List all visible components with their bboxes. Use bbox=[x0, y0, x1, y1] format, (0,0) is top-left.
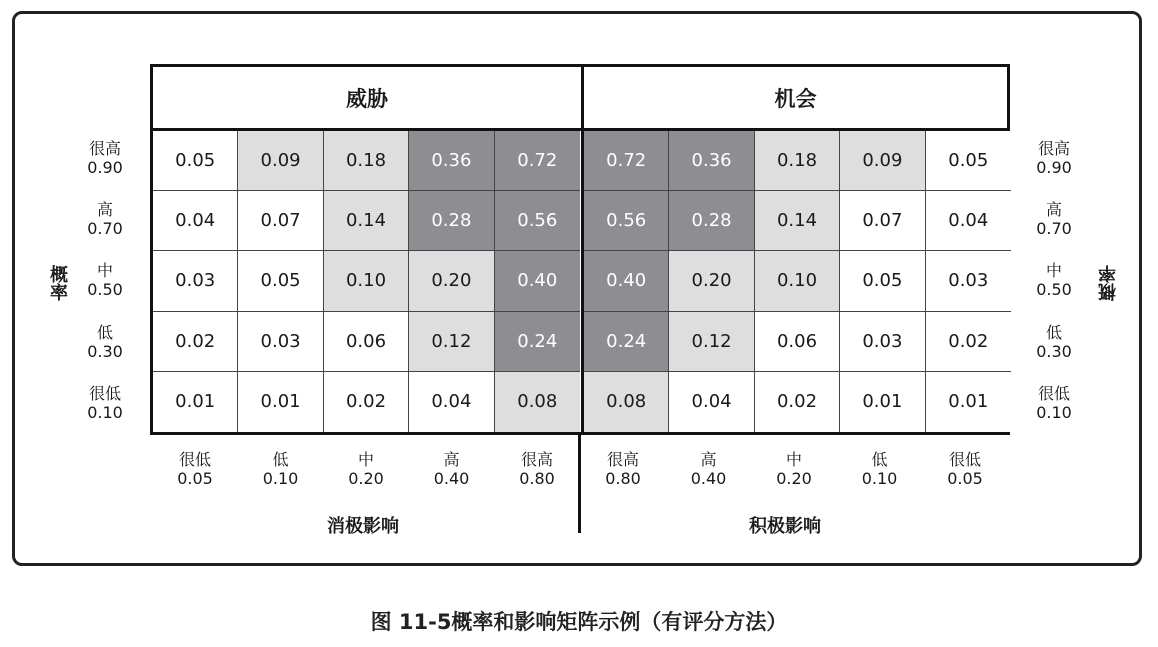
impact-level-name: 低 bbox=[871, 450, 888, 469]
probability-level-value: 0.70 bbox=[87, 219, 123, 239]
impact-level-value: 0.05 bbox=[947, 469, 983, 488]
probability-level-name: 高 bbox=[1045, 200, 1062, 220]
matrix-cell: 0.03 bbox=[926, 251, 1011, 311]
probability-row-label bbox=[1024, 139, 1084, 177]
matrix-cell: 0.07 bbox=[238, 191, 323, 251]
probability-level-value: 0.30 bbox=[1036, 341, 1072, 361]
impact-column-label bbox=[152, 450, 238, 488]
matrix-cell: 0.09 bbox=[238, 131, 323, 191]
probability-level-name: 高 bbox=[96, 200, 113, 220]
matrix-cell: 0.04 bbox=[669, 372, 754, 432]
matrix-cell: 0.09 bbox=[840, 131, 925, 191]
probability-row-label bbox=[1024, 323, 1084, 361]
impact-column-label bbox=[323, 450, 409, 488]
matrix-cell: 0.12 bbox=[669, 312, 754, 372]
matrix-cell: 0.05 bbox=[840, 251, 925, 311]
matrix-cell: 0.18 bbox=[755, 131, 840, 191]
impact-column-label bbox=[238, 450, 324, 488]
matrix-cell: 0.06 bbox=[755, 312, 840, 372]
threat-title: 威胁 bbox=[346, 86, 388, 111]
matrix-header bbox=[153, 67, 1007, 131]
impact-level-name: 很高 bbox=[520, 450, 553, 469]
probability-row-label bbox=[75, 384, 135, 422]
probability-level-value: 0.90 bbox=[87, 158, 123, 177]
threat-grid bbox=[153, 131, 580, 432]
impact-column-label bbox=[580, 450, 666, 488]
figure-caption: 图 11-5概率和影响矩阵示例（有评分方法） bbox=[370, 610, 788, 634]
matrix-cell: 0.01 bbox=[153, 372, 238, 432]
impact-column-label bbox=[666, 450, 752, 488]
matrix-cell: 0.28 bbox=[669, 191, 754, 251]
impact-column-label bbox=[494, 450, 580, 488]
matrix-cell: 0.01 bbox=[238, 372, 323, 432]
probability-row-label bbox=[75, 200, 135, 238]
impact-level-value: 0.80 bbox=[605, 469, 641, 488]
opportunity-grid bbox=[584, 131, 1011, 432]
matrix-cell: 0.14 bbox=[755, 191, 840, 251]
impact-level-name: 中 bbox=[357, 450, 374, 469]
matrix-cell: 0.04 bbox=[153, 191, 238, 251]
matrix-cell: 0.56 bbox=[584, 191, 669, 251]
matrix-cell: 0.12 bbox=[409, 312, 494, 372]
probability-level-name: 很低 bbox=[88, 383, 121, 403]
matrix-cell: 0.72 bbox=[584, 131, 669, 191]
probability-level-name: 中 bbox=[96, 261, 113, 281]
impact-level-value: 0.10 bbox=[861, 469, 898, 488]
matrix-cell: 0.72 bbox=[495, 131, 580, 191]
impact-level-value: 0.80 bbox=[519, 469, 555, 488]
negative-impact-title: 消极影响 bbox=[327, 516, 399, 537]
matrix-cell: 0.18 bbox=[324, 131, 409, 191]
probability-axis-title-right: 概率 bbox=[1098, 265, 1119, 301]
matrix-cell: 0.40 bbox=[584, 251, 669, 311]
matrix-cell: 0.20 bbox=[409, 251, 494, 311]
matrix-cell: 0.05 bbox=[238, 251, 323, 311]
impact-level-name: 低 bbox=[272, 450, 289, 469]
impact-level-value: 0.40 bbox=[690, 469, 727, 488]
opportunity-title: 机会 bbox=[774, 86, 817, 111]
matrix-cell: 0.10 bbox=[324, 251, 409, 311]
matrix-cell: 0.03 bbox=[238, 312, 323, 372]
matrix-cell: 0.36 bbox=[409, 131, 494, 191]
impact-level-name: 很低 bbox=[948, 450, 981, 469]
matrix-cell: 0.05 bbox=[153, 131, 238, 191]
probability-level-value: 0.50 bbox=[1036, 280, 1072, 300]
matrix-cell: 0.04 bbox=[409, 372, 494, 432]
matrix-cell: 0.10 bbox=[755, 251, 840, 311]
probability-level-value: 0.30 bbox=[87, 341, 123, 361]
probability-level-value: 0.10 bbox=[1036, 402, 1072, 422]
probability-level-name: 中 bbox=[1045, 261, 1062, 281]
matrix-cell: 0.06 bbox=[324, 312, 409, 372]
matrix-cell: 0.02 bbox=[926, 312, 1011, 372]
impact-level-value: 0.20 bbox=[348, 469, 384, 488]
impact-level-name: 很高 bbox=[606, 450, 639, 469]
probability-level-name: 很高 bbox=[88, 139, 121, 158]
probability-axis-title-left: 概率 bbox=[47, 265, 68, 301]
matrix-cell: 0.02 bbox=[324, 372, 409, 432]
probability-row-label bbox=[75, 139, 135, 177]
probability-impact-matrix bbox=[150, 64, 1010, 435]
matrix-cell: 0.14 bbox=[324, 191, 409, 251]
probability-row-label bbox=[75, 261, 135, 299]
impact-level-name: 高 bbox=[700, 450, 717, 469]
impact-level-name: 高 bbox=[443, 450, 460, 469]
matrix-cell: 0.40 bbox=[495, 251, 580, 311]
impact-level-value: 0.20 bbox=[776, 469, 812, 488]
matrix-cell: 0.24 bbox=[584, 312, 669, 372]
matrix-cell: 0.24 bbox=[495, 312, 580, 372]
matrix-cell: 0.02 bbox=[153, 312, 238, 372]
impact-column-label bbox=[922, 450, 1008, 488]
matrix-cell: 0.07 bbox=[840, 191, 925, 251]
probability-level-value: 0.90 bbox=[1036, 158, 1072, 177]
probability-row-label bbox=[75, 323, 135, 361]
probability-level-name: 低 bbox=[1045, 322, 1062, 342]
matrix-cell: 0.05 bbox=[926, 131, 1011, 191]
probability-row-label bbox=[1024, 384, 1084, 422]
matrix-cell: 0.36 bbox=[669, 131, 754, 191]
matrix-cell: 0.02 bbox=[755, 372, 840, 432]
matrix-cell: 0.08 bbox=[584, 372, 669, 432]
impact-level-name: 中 bbox=[785, 450, 802, 469]
impact-level-value: 0.40 bbox=[433, 469, 470, 488]
center-divider bbox=[581, 67, 584, 432]
matrix-cell: 0.20 bbox=[669, 251, 754, 311]
impact-column-label bbox=[409, 450, 495, 488]
matrix-cell: 0.03 bbox=[153, 251, 238, 311]
impact-column-label bbox=[837, 450, 923, 488]
matrix-cell: 0.01 bbox=[840, 372, 925, 432]
probability-row-label bbox=[1024, 261, 1084, 299]
matrix-cell: 0.56 bbox=[495, 191, 580, 251]
positive-impact-title: 积极影响 bbox=[749, 516, 821, 537]
impact-level-value: 0.10 bbox=[262, 469, 299, 488]
probability-level-value: 0.50 bbox=[87, 280, 123, 300]
probability-level-value: 0.70 bbox=[1036, 219, 1072, 239]
matrix-cell: 0.04 bbox=[926, 191, 1011, 251]
matrix-cell: 0.01 bbox=[926, 372, 1011, 432]
impact-column-label bbox=[751, 450, 837, 488]
matrix-cell: 0.28 bbox=[409, 191, 494, 251]
probability-level-name: 低 bbox=[96, 322, 113, 342]
probability-row-label bbox=[1024, 200, 1084, 238]
matrix-cell: 0.08 bbox=[495, 372, 580, 432]
matrix-cell: 0.03 bbox=[840, 312, 925, 372]
probability-level-name: 很低 bbox=[1037, 383, 1070, 403]
impact-level-name: 很低 bbox=[178, 450, 211, 469]
probability-level-value: 0.10 bbox=[87, 402, 123, 422]
probability-level-name: 很高 bbox=[1037, 139, 1070, 158]
impact-level-value: 0.05 bbox=[177, 469, 213, 488]
